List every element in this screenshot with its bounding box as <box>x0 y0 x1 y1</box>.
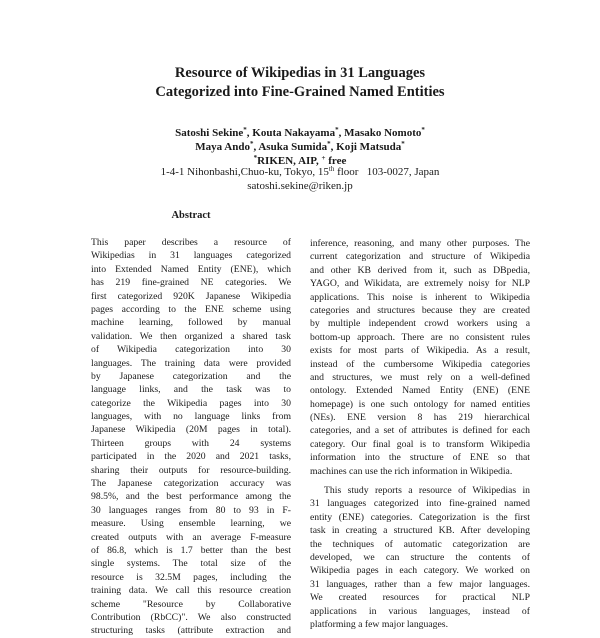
author-list <box>0 126 600 168</box>
author-line-2 <box>0 140 600 154</box>
author-name: Maya Ando <box>195 141 250 153</box>
text-line: task in creating a structured KB. After developing <box>310 525 530 537</box>
text-line: the techniques of automatic categorization are <box>310 538 530 550</box>
author-name: Satoshi Sekine <box>175 127 244 139</box>
text-line: We created resources for practical NLP <box>310 592 530 604</box>
text-line: Japanese Wikipedia (20M pages in total). <box>91 424 291 436</box>
ordinal-suffix: th <box>328 165 335 173</box>
text-line: YAGO, and Wikidata, are extremely noisy for NLP <box>310 278 530 290</box>
text-line: categorize the Wikipedia pages into 30 <box>91 397 291 409</box>
text-line: 98.5%, and the best performance among the <box>91 491 291 503</box>
address-text: 1-4-1 Nihonbashi,Chuo-ku, Tokyo, 15 <box>160 166 329 178</box>
text-line: training data. We call this resource creation <box>91 585 291 597</box>
text-line: bottom-up approach. There are no consistent rules <box>310 331 530 343</box>
text-line: languages, with no language links from <box>91 411 291 423</box>
text-line: homepage) is one such ontology for named entities <box>310 398 530 410</box>
author-name: , Asuka Sumida <box>253 141 328 153</box>
text-line: applications in various languages, instead of <box>310 605 530 617</box>
text-line: instead of the cumbersome Wikipedia categories <box>310 358 530 370</box>
author-name: , Kouta Nakayama <box>246 127 336 139</box>
abstract-heading: Abstract <box>171 210 211 221</box>
title-line-2: Categorized into Fine-Grained Named Entities <box>155 84 445 100</box>
address-text: floor 103-0027, Japan <box>334 166 440 178</box>
affiliation-mark: * <box>243 126 247 134</box>
text-line: machine learning, followed by manual <box>91 317 291 329</box>
text-line: created outputs with an average F-measure <box>91 531 291 543</box>
affiliation-mark: * <box>421 126 425 134</box>
text-line: first categorized 920K Japanese Wikipedia <box>91 290 291 302</box>
intro-body <box>310 237 530 631</box>
text-line: information into the structure of ENE so that <box>310 452 530 464</box>
text-line: language links, and the task was to <box>91 384 291 396</box>
text-line: developed, we can structure the contents of <box>310 551 530 563</box>
email[interactable]: satoshi.sekine@riken.jp <box>247 180 353 192</box>
text-line: 31 languages, rather than a few major languages. <box>310 578 530 590</box>
text-line: structuring tasks (attribute extraction and <box>91 625 291 637</box>
text-line: (NEs). ENE version 8 has 219 hierarchical <box>310 412 530 424</box>
address <box>0 165 600 179</box>
affiliation-block <box>0 165 600 193</box>
text-line: of 86.8, which is 1.7 better than the best <box>91 544 291 556</box>
text-line: applications. This noise is inherent to Wikipedia <box>310 291 530 303</box>
affiliation-mark: * <box>327 140 331 148</box>
text-line: by multiple independent crowd workers using a <box>310 318 530 330</box>
text-line: category. Our final goal is to transform Wikipedia <box>310 438 530 450</box>
institution-name: free <box>325 155 347 167</box>
text-line: machines can use the rich information in Wikipedia. <box>310 465 513 477</box>
affiliation-mark: * <box>401 140 405 148</box>
text-line: pages according to the ENE scheme using <box>91 303 291 315</box>
text-line: exists for most parts of Wikipedia. As a result, <box>310 345 530 357</box>
text-line: Wikipedia pages in each category. We worked on <box>310 565 530 577</box>
text-line: This study reports a resource of Wikipedias in <box>324 485 530 497</box>
text-line: measure. Using ensemble learning, we <box>91 518 291 530</box>
author-line-1 <box>0 126 600 140</box>
text-line: Wikipedias in 31 languages categorized <box>91 250 291 262</box>
paragraph <box>310 484 530 631</box>
author-name: , Koji Matsuda <box>330 141 402 153</box>
affiliation-mark: * <box>335 126 339 134</box>
text-line: of Wikipedia categorization into 30 <box>91 344 291 356</box>
text-line: sharing their outputs for resource-building. <box>91 464 291 476</box>
text-line: inference, reasoning, and many other purposes. The <box>310 238 530 249</box>
text-line: and structures, we must rely on a well-defined <box>310 371 530 383</box>
text-line: and other KB derived from it, such as DBpedia, <box>310 264 530 276</box>
text-line: participated in the 2020 and 2021 tasks, <box>91 451 291 463</box>
affiliation-mark: + <box>321 154 326 162</box>
text-line: has 219 fine-grained NE categories. We <box>91 277 291 289</box>
text-line: categories and structures because they are created <box>310 304 530 316</box>
text-line: current categorization and structure of Wikipedia <box>310 251 530 263</box>
title-line-1: Resource of Wikipedias in 31 Languages <box>174 65 426 81</box>
text-line: platforming a few major languages. <box>310 618 448 630</box>
text-line: Thirteen groups with 24 systems <box>91 437 291 449</box>
paragraph <box>310 237 530 478</box>
text-line: entity (ENE) categories. Categorization is the first <box>310 511 530 523</box>
text-line: This paper describes a resource of <box>91 237 291 248</box>
author-name: , Masako Nomoto <box>338 127 422 139</box>
institution-name: RIKEN, AIP, <box>257 155 322 167</box>
text-line: ontology. Extended Named Entity (ENE) (ENE <box>310 385 530 397</box>
text-line: Contribution (RbCC)". We also constructed <box>91 611 291 623</box>
text-line: categories, and a set of attributes is defined for each <box>310 425 530 437</box>
text-line: The Japanese categorization accuracy was <box>91 478 291 490</box>
affiliation-mark: * <box>249 140 254 148</box>
text-line: 30 languages ranges from 80 to 93 in F- <box>91 504 291 516</box>
text-line: resource is 32.5M pages, including the <box>91 571 291 583</box>
text-line: languages. The training data were provided <box>91 357 291 369</box>
text-line: 31 languages categorized into fine-grained named <box>310 498 530 510</box>
text-line: by Japanese categorization and the <box>91 370 291 382</box>
text-line: into Extended Named Entity (ENE), which <box>91 263 291 275</box>
text-line: scheme "Resource by Collaborative <box>91 598 291 610</box>
abstract-body <box>91 236 291 638</box>
text-line: validation. We then organized a shared task <box>91 330 291 342</box>
affiliation-mark: * <box>253 154 258 162</box>
text-line: single systems. The total size of the <box>91 558 291 570</box>
paper-title <box>0 64 600 102</box>
